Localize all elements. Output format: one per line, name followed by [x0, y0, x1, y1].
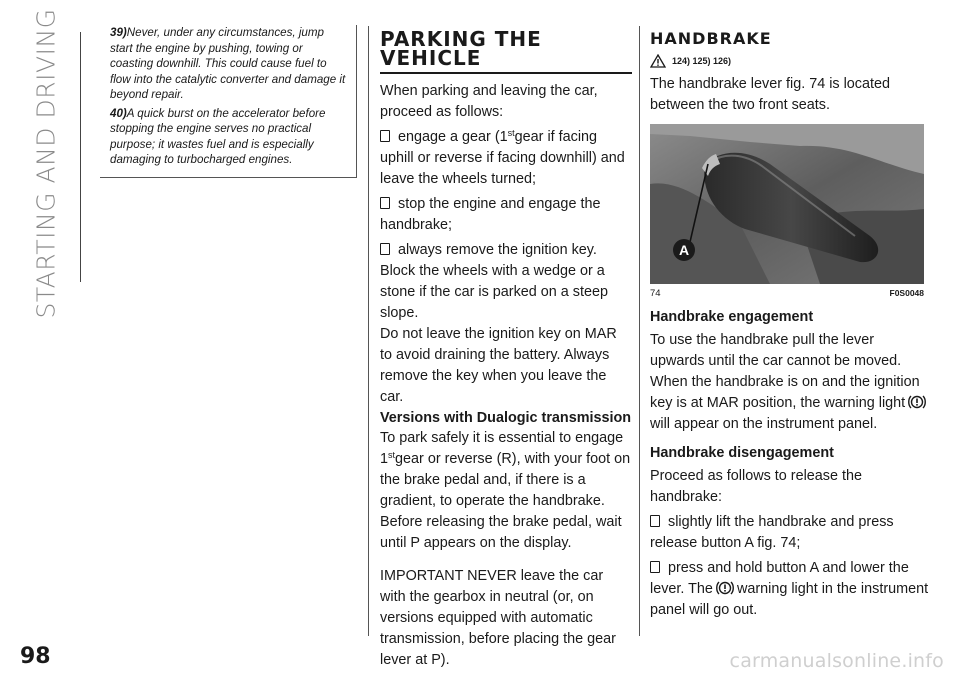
disengagement-bullet-1 [650, 512, 930, 554]
bullet-box-icon [380, 197, 390, 209]
engagement-text [650, 330, 930, 435]
callout-a-label: A [678, 242, 690, 258]
figure-number: 74 [650, 288, 661, 299]
disengagement-bullet-2 [650, 558, 930, 621]
superscript: st [507, 128, 515, 138]
body-text: To use the handbrake pull the lever upwards until the car cannot be moved. When the handbrake is on and the ignition key is at MAR position, the warning light [650, 332, 920, 411]
important-text: IMPORTANT NEVER leave the car with the gearbox in neutral (or, on versions equipped with automatic transmission, before placing the gear lever at P). [380, 568, 616, 668]
note-number: 39) [110, 26, 127, 39]
parking-para-1: Block the wheels with a wedge or a stone if the car is parked on a steep slope. [380, 263, 608, 321]
handbrake-figure [650, 124, 924, 284]
figure-code: F0S0048 [889, 288, 924, 298]
handbrake-intro: The handbrake lever fig. 74 is located between the two front seats. [650, 76, 890, 113]
bullet-text: slightly lift the handbrake and press release button A fig. 74; [650, 514, 894, 551]
warning-references [650, 54, 930, 68]
page-number: 98 [20, 644, 51, 669]
handbrake-illustration [650, 124, 924, 284]
chapter-label-text: STARTING AND DRIVING [31, 7, 61, 319]
bullet-text: gear if facing uphill or reverse if facing downhill) and leave the wheels turned; [380, 129, 625, 187]
bullet-box-icon [380, 130, 390, 142]
parking-section [380, 27, 632, 671]
chapter-rule [80, 32, 81, 282]
bullet-text: warning light in the instrument panel will go out. [650, 581, 929, 618]
disengagement-heading: Handbrake disengagement [650, 445, 834, 461]
bullet-box-icon [650, 561, 660, 573]
handbrake-section [650, 30, 930, 621]
note-40 [110, 106, 349, 168]
notes-box [100, 25, 357, 178]
superscript: st [388, 450, 396, 460]
body-text: gear or reverse (R), with your foot on the brake pedal and, if there is a gradient, to operate the handbrake. Before releasing the brake pedal, wait until P appears on the display. [380, 451, 631, 551]
parking-title-line1: PARKING THE [380, 27, 542, 51]
parking-title [380, 27, 632, 74]
parking-bullet-1 [380, 127, 632, 190]
parking-bullet-3 [380, 240, 632, 261]
parking-para-2: Do not leave the ignition key on MAR to avoid draining the battery. Always remove the key when you leave the car. [380, 326, 617, 405]
brake-warning-light-icon [715, 580, 735, 596]
body-text: To park safely it is essential to engage 1 [380, 430, 624, 467]
handbrake-title: HANDBRAKE [650, 29, 772, 48]
bullet-box-icon [650, 515, 660, 527]
column-divider-right [639, 26, 640, 636]
brake-warning-light-icon [907, 394, 927, 410]
disengagement-intro: Proceed as follows to release the handbrake: [650, 468, 862, 505]
parking-title-line2: VEHICLE [380, 46, 482, 70]
bullet-text: press and hold button A and lower the lever. The [650, 560, 909, 597]
note-text: A quick burst on the accelerator before stopping the engine serves no practical purpose; it wastes fuel and is especially damaging to turbocharged engines. [110, 106, 326, 166]
note-text: Never, under any circumstances, jump start the engine by pushing, towing or coasting downhill. This could cause fuel to flow into the catalytic converter and damage it beyond repair. [110, 26, 346, 101]
parking-intro: When parking and leaving the car, proceed as follows: [380, 83, 598, 120]
bullet-text: engage a gear (1 [398, 129, 508, 145]
engagement-heading: Handbrake engagement [650, 309, 814, 325]
dualogic-text [380, 428, 632, 554]
note-number: 40) [110, 106, 127, 120]
references-text: 124) 125) 126) [672, 56, 732, 66]
watermark: carmanualsonline.info [729, 650, 944, 672]
bullet-text: stop the engine and engage the handbrake; [380, 196, 601, 233]
bullet-box-icon [380, 243, 390, 255]
column-divider-left [368, 26, 369, 636]
parking-bullet-2 [380, 194, 632, 236]
figure-caption [650, 288, 924, 299]
chapter-label [20, 7, 72, 319]
body-text: will appear on the instrument panel. [650, 416, 878, 432]
dualogic-heading: Versions with Dualogic transmission [380, 410, 632, 426]
bullet-text: always remove the ignition key. [398, 242, 597, 258]
note-39 [110, 25, 349, 103]
warning-triangle-icon [650, 54, 666, 68]
